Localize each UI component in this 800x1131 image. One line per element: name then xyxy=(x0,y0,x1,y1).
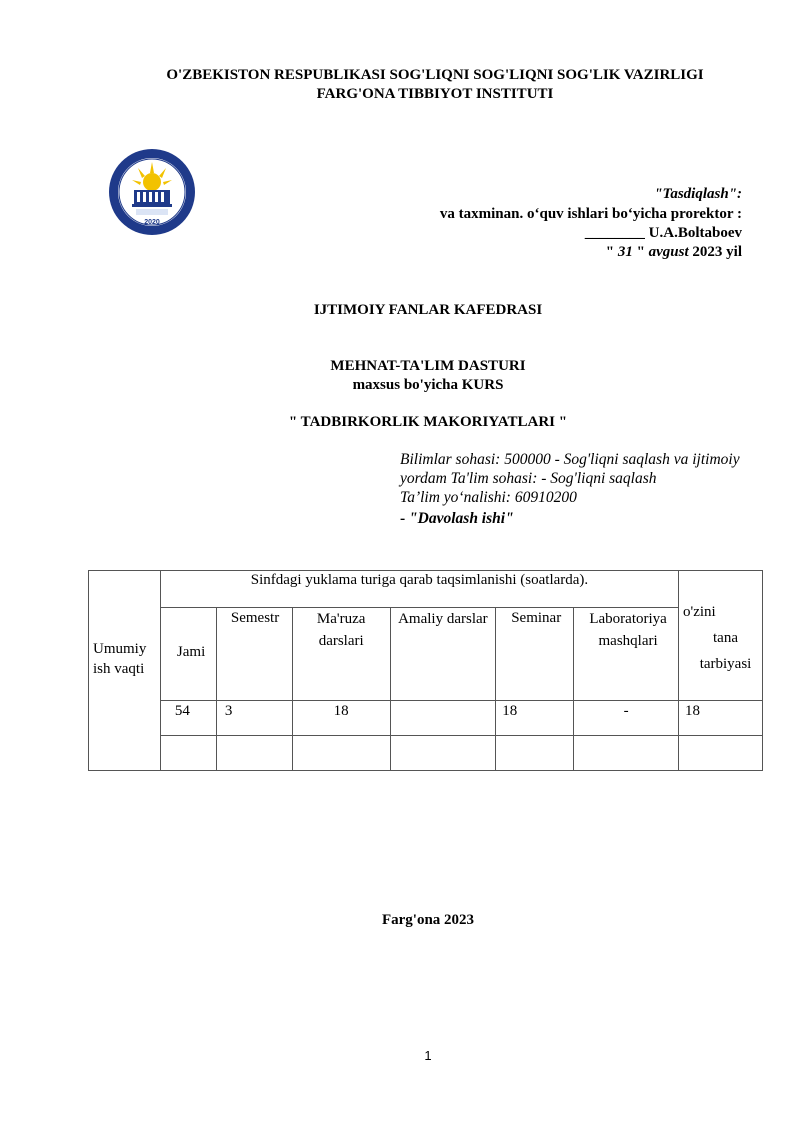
subject-title: " TADBIRKORLIK MAKORIYATLARI " xyxy=(288,414,568,430)
ministry-title: O'ZBEKISTON RESPUBLIKASI SOG'LIQNI SOG'LIQNI SOG'LIK VAZIRLIGI xyxy=(166,67,704,83)
cell-total: 54 xyxy=(160,701,216,736)
self-header-line2: tana tarbiyasi xyxy=(699,630,752,672)
cell-practical xyxy=(390,701,496,736)
col-total-header: Jami xyxy=(160,608,216,701)
date-month: avgust xyxy=(648,244,689,260)
self-header-line1: o'zini xyxy=(683,604,716,620)
footer-city-year: Farg'ona 2023 xyxy=(381,912,475,928)
education-field: yordam Ta'lim sohasi: - Sog'liqni saqlash xyxy=(400,470,657,487)
specialty-dash: - xyxy=(400,510,410,527)
col-semester-header: Semestr xyxy=(216,608,292,701)
university-seal-icon xyxy=(108,148,196,236)
empty-cell xyxy=(160,736,216,771)
total-time-header: Umumiy ish vaqti xyxy=(89,571,161,771)
cell-self: 18 xyxy=(679,701,763,736)
empty-cell xyxy=(390,736,496,771)
empty-cell xyxy=(496,736,574,771)
empty-cell xyxy=(216,736,292,771)
institute-title: FARG'ONA TIBBIYOT INSTITUTI xyxy=(316,86,554,102)
education-direction: Ta’lim yo‘nalishi: 60910200 xyxy=(400,489,577,506)
signature-blank: ________ xyxy=(584,225,645,241)
cell-seminar: 18 xyxy=(496,701,574,736)
approval-role: va taxminan. o‘quv ishlari bo‘yicha prorektor : xyxy=(439,206,742,222)
department-title: IJTIMOIY FANLAR KAFEDRASI xyxy=(313,302,543,318)
empty-cell xyxy=(292,736,390,771)
col-lecture-header: Ma'ruza darslari xyxy=(292,608,390,701)
page-number: 1 xyxy=(424,1048,432,1063)
svg-text:2020: 2020 xyxy=(144,219,160,226)
approval-date xyxy=(606,244,742,261)
approval-signature-line xyxy=(585,225,742,242)
specialty-name: "Davolash ishi" xyxy=(409,510,514,527)
date-quote-open: " xyxy=(605,244,618,260)
specialty xyxy=(400,510,514,528)
distribution-header: Sinfdagi yuklama turiga qarab taqsimlanishi (soatlarda). xyxy=(160,571,678,608)
cell-lab: - xyxy=(574,701,679,736)
self-study-header xyxy=(679,571,763,701)
col-seminar-header: Seminar xyxy=(496,608,574,701)
approval-title: "Tasdiqlash": xyxy=(654,186,742,202)
cell-lecture: 18 xyxy=(292,701,390,736)
program-title: MEHNAT-TA'LIM DASTURI xyxy=(330,358,526,374)
col-practical-header: Amaliy darslar xyxy=(390,608,496,701)
date-day: 31 xyxy=(617,244,633,260)
hours-table xyxy=(88,570,763,771)
empty-cell xyxy=(679,736,763,771)
empty-cell xyxy=(574,736,679,771)
cell-semester: 3 xyxy=(216,701,292,736)
date-quote-close: " xyxy=(632,244,649,260)
knowledge-field: Bilimlar sohasi: 500000 - Sog'liqni saqlash va ijtimoiy xyxy=(400,451,740,468)
date-year: 2023 yil xyxy=(688,244,742,260)
course-type: maxsus bo'yicha KURS xyxy=(352,377,504,393)
approver-name: U.A.Boltaboev xyxy=(648,225,742,241)
col-lab-header: Laboratoriya mashqlari xyxy=(574,608,679,701)
